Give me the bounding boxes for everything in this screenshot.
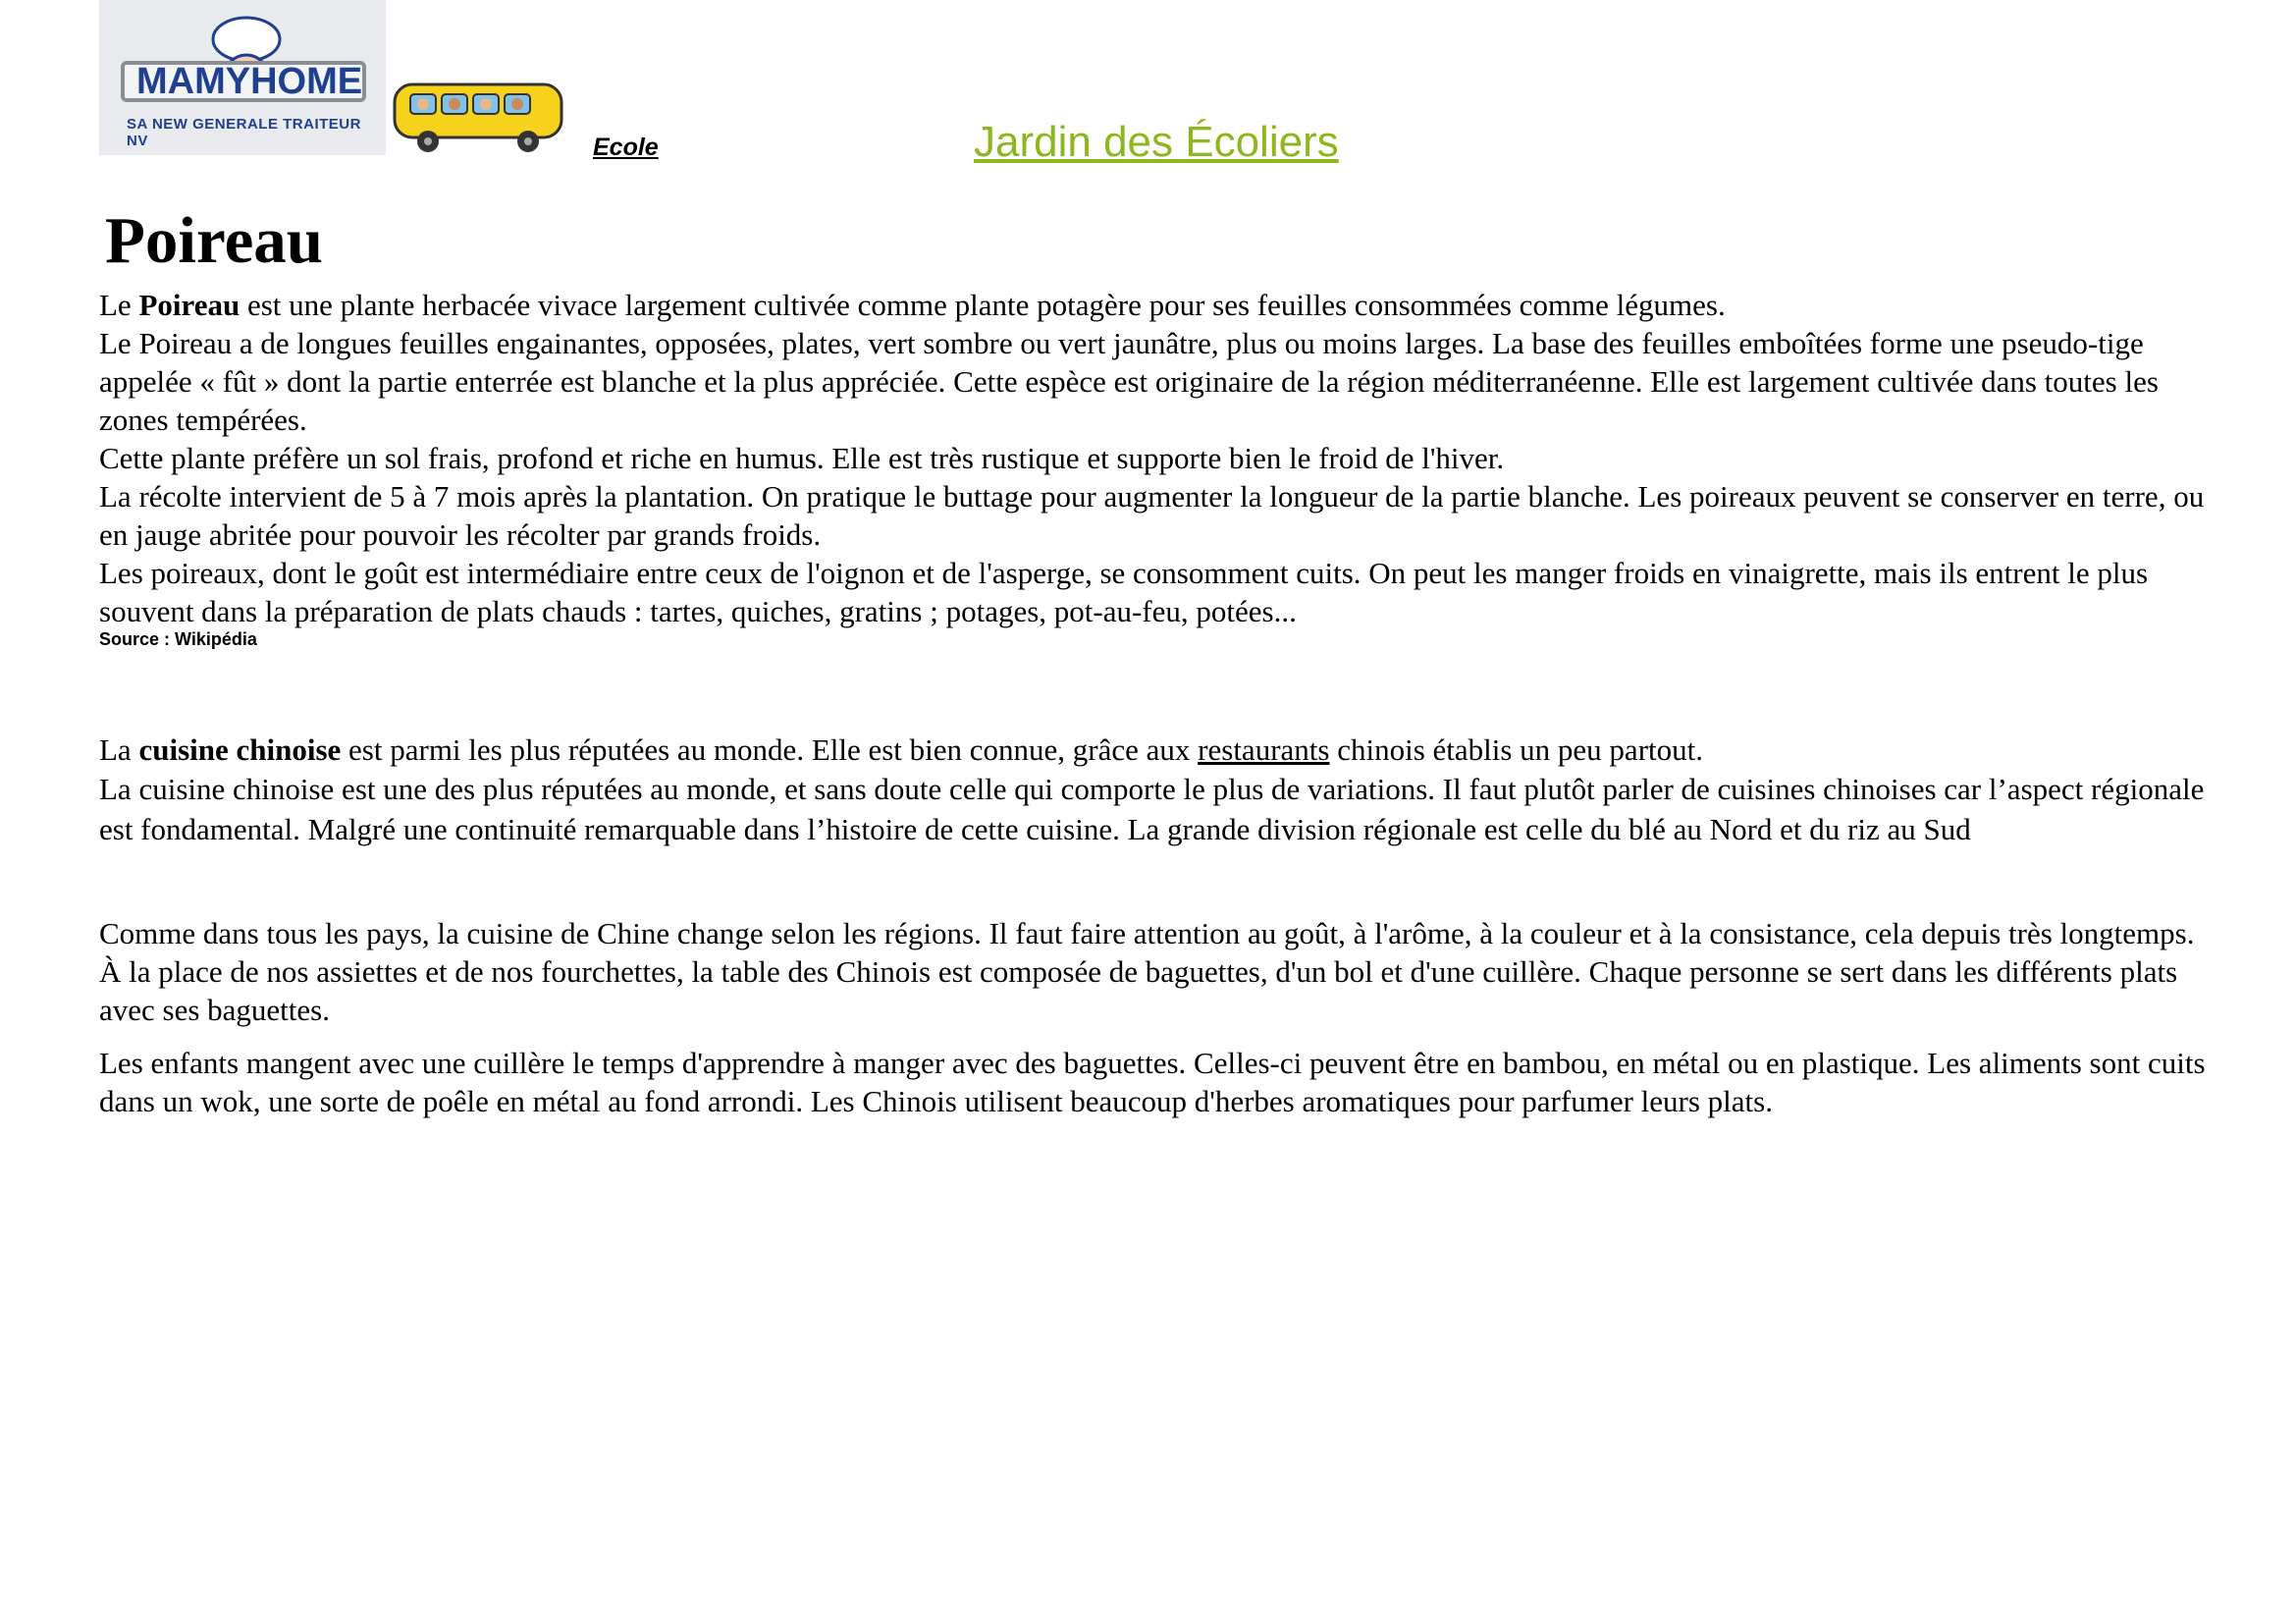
cuisine-children-paragraph: Les enfants mangent avec une cuillère le temps d'apprendre à manger avec des baguettes. Celles-ci peuvent être en bambou, en métal ou en plastique. Les aliments sont cuits dans un wok, une sorte de poêle en métal au fond arrondi. Les Chinois utilisent beaucoup d'herbes aromatiques pour parfumer leurs plats.: [99, 1046, 2206, 1118]
poireau-harvest-paragraph: La récolte intervient de 5 à 7 mois après la plantation. On pratique le buttage pour augmenter la longueur de la partie blanche. Les poireaux peuvent se conserver en terre, ou en jauge abritée pour pouvoir les récolter par grands froids.: [99, 479, 2205, 552]
cuisine-bold-term: cuisine chinoise: [138, 732, 342, 767]
poireau-intro-paragraph: Le Poireau est une plante herbacée vivace largement cultivée comme plante potagère pour ses feuilles consommées comme légumes.: [99, 288, 1726, 322]
poireau-soil-paragraph: Cette plante préfère un sol frais, profond et riche en humus. Elle est très rustique et supporte bien le froid de l'hiver.: [99, 441, 1505, 475]
logo-subtitle: SA NEW GENERALE TRAITEUR NV: [127, 116, 361, 149]
poireau-description-paragraph: Le Poireau a de longues feuilles engainantes, opposées, plates, vert sombre ou vert jaunâtre, plus ou moins larges. La base des feuilles emboîtées forme une pseudo-tige appelée « fût » dont la partie enterrée est blanche et la plus appréciée. Cette espèce est originaire de la région méditerranéenne. Elle est largement cultivée dans toutes les zones tempérées.: [99, 326, 2159, 437]
cuisine-regional-paragraph: La cuisine chinoise est une des plus réputées au monde, et sans doute celle qui comporte le plus de variations. Il faut plutôt parler de cuisines chinoises car l’aspect régionale est fondamental. Malgré une continuité remarquable dans l’histoire de cette cuisine. La grande division régionale est celle du blé au Nord et du riz au Sud: [99, 772, 2205, 846]
page-title: Poireau: [105, 204, 324, 277]
ecole-label: Ecole: [593, 134, 659, 161]
cuisine-intro-paragraph: La cuisine chinoise est parmi les plus réputées au monde. Elle est bien connue, grâce aux restaurants chinois établis un peu partout.: [99, 732, 1703, 767]
cuisine-tableware-paragraph: Comme dans tous les pays, la cuisine de Chine change selon les régions. Il faut faire attention au goût, à l'arôme, à la couleur et à la consistance, cela depuis très longtemps. À la place de nos assiettes et de nos fourchettes, la table des Chinois est composée de baguettes, d'un bol et d'une cuillère. Chaque personne se sert dans les différents plats avec ses baguettes.: [99, 916, 2195, 1027]
source-credit: Source : Wikipédia: [99, 629, 257, 649]
mamy-home-logo: [99, 0, 386, 155]
restaurants-link[interactable]: restaurants: [1198, 732, 1330, 767]
school-bus-icon: [389, 71, 575, 159]
poireau-bold-term: Poireau: [138, 288, 240, 322]
poireau-consumption-paragraph: Les poireaux, dont le goût est intermédiaire entre ceux de l'oignon et de l'asperge, se consomment cuits. On peut les manger froids en vinaigrette, mais ils entrent le plus souvent dans la préparation de plats chauds : tartes, quiches, gratins ; potages, pot-au-feu, potées...: [99, 556, 2149, 628]
jardin-des-ecoliers-link[interactable]: Jardin des Écoliers: [974, 118, 1339, 166]
logo-wordmark: MAMY HOME: [121, 61, 366, 102]
